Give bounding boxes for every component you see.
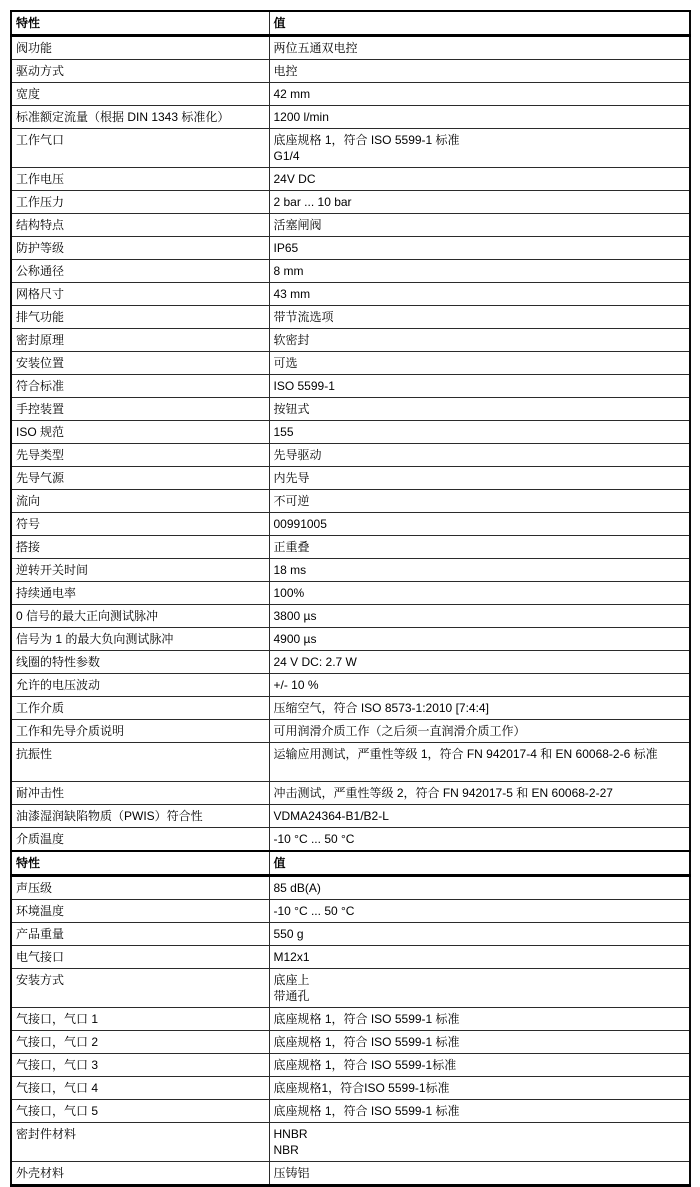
row-label-cell: 线圈的特性参数: [11, 651, 269, 674]
row-value-cell: 8 mm: [269, 260, 690, 283]
table-row: [11, 969, 690, 1008]
row-label-cell: 气接口，气口 4: [11, 1077, 269, 1100]
row-label-cell: 公称通径: [11, 260, 269, 283]
row-label-cell: 宽度: [11, 83, 269, 106]
row-value-cell: 压铸铝: [269, 1162, 690, 1186]
table-row: [11, 467, 690, 490]
column-header-value: 值: [269, 11, 690, 36]
row-label-cell: 持续通电率: [11, 582, 269, 605]
row-label-cell: 搭接: [11, 536, 269, 559]
row-label-cell: 安装方式: [11, 969, 269, 1008]
row-label-cell: 密封件材料: [11, 1123, 269, 1162]
row-label-cell: 耐冲击性: [11, 782, 269, 805]
table-row: [11, 214, 690, 237]
row-label-cell: 电气接口: [11, 946, 269, 969]
row-value-cell: IP65: [269, 237, 690, 260]
row-value-cell: -10 °C ... 50 °C: [269, 828, 690, 852]
table-row: [11, 923, 690, 946]
table-row: [11, 168, 690, 191]
table-row: [11, 83, 690, 106]
table-row: [11, 674, 690, 697]
table-row: [11, 720, 690, 743]
row-label-cell: 先导气源: [11, 467, 269, 490]
row-value-cell: 电控: [269, 60, 690, 83]
row-label-cell: 气接口，气口 3: [11, 1054, 269, 1077]
table-row: [11, 352, 690, 375]
table-row: [11, 129, 690, 168]
table-row: [11, 828, 690, 852]
table-row: [11, 283, 690, 306]
row-label-cell: 介质温度: [11, 828, 269, 852]
row-label-cell: 标准额定流量（根据 DIN 1343 标准化）: [11, 106, 269, 129]
row-label-cell: 密封原理: [11, 329, 269, 352]
table-row: [11, 60, 690, 83]
row-label-cell: 气接口，气口 2: [11, 1031, 269, 1054]
row-value-cell: 底座规格1，符合ISO 5599-1标准: [269, 1077, 690, 1100]
row-value-cell: 可选: [269, 352, 690, 375]
row-value-cell: ISO 5599-1: [269, 375, 690, 398]
row-label-cell: 环境温度: [11, 900, 269, 923]
row-value-cell: 43 mm: [269, 283, 690, 306]
row-label-cell: 网格尺寸: [11, 283, 269, 306]
row-value-cell: 两位五通双电控: [269, 36, 690, 60]
row-label-cell: 工作气口: [11, 129, 269, 168]
row-value-cell: 550 g: [269, 923, 690, 946]
table-row: [11, 237, 690, 260]
row-value-cell: HNBR NBR: [269, 1123, 690, 1162]
table-row: [11, 36, 690, 60]
row-value-cell: 底座规格 1，符合 ISO 5599-1标准: [269, 1054, 690, 1077]
table-row: [11, 444, 690, 467]
row-label-cell: 排气功能: [11, 306, 269, 329]
section-1-header-row: [11, 11, 690, 36]
table-row: [11, 900, 690, 923]
table-row: [11, 1054, 690, 1077]
column-header-characteristic: 特性: [11, 11, 269, 36]
row-label-cell: 声压级: [11, 876, 269, 900]
row-value-cell: 先导驱动: [269, 444, 690, 467]
table-row: [11, 306, 690, 329]
row-value-cell: 带节流选项: [269, 306, 690, 329]
table-row: [11, 1123, 690, 1162]
row-label-cell: 工作电压: [11, 168, 269, 191]
row-value-cell: 1200 l/min: [269, 106, 690, 129]
row-label-cell: 0 信号的最大正向测试脉冲: [11, 605, 269, 628]
row-value-cell: 2 bar ... 10 bar: [269, 191, 690, 214]
table-row: [11, 743, 690, 782]
row-value-cell: 正重叠: [269, 536, 690, 559]
row-label-cell: 符号: [11, 513, 269, 536]
row-value-cell: 4900 µs: [269, 628, 690, 651]
row-value-cell: 压缩空气，符合 ISO 8573-1:2010 [7:4:4]: [269, 697, 690, 720]
table-row: [11, 1031, 690, 1054]
row-label-cell: 逆转开关时间: [11, 559, 269, 582]
spec-table-body: [11, 11, 690, 1186]
row-label-cell: ISO 规范: [11, 421, 269, 444]
spec-table: [10, 10, 691, 1187]
row-value-cell: 运输应用测试，严重性等级 1，符合 FN 942017-4 和 EN 60068-2-6 标准: [269, 743, 690, 782]
table-row: [11, 421, 690, 444]
row-value-cell: VDMA24364-B1/B2-L: [269, 805, 690, 828]
row-label-cell: 驱动方式: [11, 60, 269, 83]
row-value-cell: 24V DC: [269, 168, 690, 191]
table-row: [11, 106, 690, 129]
row-label-cell: 结构特点: [11, 214, 269, 237]
row-value-cell: -10 °C ... 50 °C: [269, 900, 690, 923]
row-label-cell: 信号为 1 的最大负向测试脉冲: [11, 628, 269, 651]
row-label-cell: 工作和先导介质说明: [11, 720, 269, 743]
row-value-cell: 底座规格 1，符合 ISO 5599-1 标准: [269, 1031, 690, 1054]
row-value-cell: 底座规格 1，符合 ISO 5599-1 标准: [269, 1008, 690, 1031]
table-row: [11, 1008, 690, 1031]
row-label-cell: 外壳材料: [11, 1162, 269, 1186]
row-value-cell: +/- 10 %: [269, 674, 690, 697]
row-value-cell: 18 ms: [269, 559, 690, 582]
row-value-cell: 按钮式: [269, 398, 690, 421]
row-value-cell: 可用润滑介质工作（之后须一直润滑介质工作）: [269, 720, 690, 743]
section-2-header-row: [11, 851, 690, 876]
row-value-cell: 155: [269, 421, 690, 444]
row-label-cell: 手控装置: [11, 398, 269, 421]
column-header-characteristic: 特性: [11, 851, 269, 876]
row-label-cell: 气接口，气口 1: [11, 1008, 269, 1031]
row-value-cell: 冲击测试，严重性等级 2，符合 FN 942017-5 和 EN 60068-2-27: [269, 782, 690, 805]
row-value-cell: 24 V DC: 2.7 W: [269, 651, 690, 674]
row-value-cell: 85 dB(A): [269, 876, 690, 900]
table-row: [11, 536, 690, 559]
row-value-cell: 底座规格 1，符合 ISO 5599-1 标准: [269, 1100, 690, 1123]
row-value-cell: 活塞闸阀: [269, 214, 690, 237]
table-row: [11, 398, 690, 421]
row-value-cell: M12x1: [269, 946, 690, 969]
row-value-cell: 100%: [269, 582, 690, 605]
table-row: [11, 876, 690, 900]
row-value-cell: 00991005: [269, 513, 690, 536]
table-row: [11, 628, 690, 651]
row-value-cell: 3800 µs: [269, 605, 690, 628]
row-value-cell: 底座上 带通孔: [269, 969, 690, 1008]
table-row: [11, 651, 690, 674]
table-row: [11, 1077, 690, 1100]
table-row: [11, 329, 690, 352]
row-value-cell: 软密封: [269, 329, 690, 352]
row-value-cell: 不可逆: [269, 490, 690, 513]
row-label-cell: 工作介质: [11, 697, 269, 720]
table-row: [11, 559, 690, 582]
row-label-cell: 抗振性: [11, 743, 269, 782]
table-row: [11, 782, 690, 805]
row-label-cell: 产品重量: [11, 923, 269, 946]
column-header-value: 值: [269, 851, 690, 876]
row-label-cell: 气接口，气口 5: [11, 1100, 269, 1123]
row-label-cell: 符合标准: [11, 375, 269, 398]
row-label-cell: 允许的电压波动: [11, 674, 269, 697]
table-row: [11, 513, 690, 536]
table-row: [11, 375, 690, 398]
table-row: [11, 805, 690, 828]
row-value-cell: 底座规格 1，符合 ISO 5599-1 标准 G1/4: [269, 129, 690, 168]
row-label-cell: 防护等级: [11, 237, 269, 260]
table-row: [11, 1100, 690, 1123]
row-label-cell: 流向: [11, 490, 269, 513]
table-row: [11, 582, 690, 605]
row-label-cell: 阀功能: [11, 36, 269, 60]
row-value-cell: 42 mm: [269, 83, 690, 106]
row-value-cell: 内先导: [269, 467, 690, 490]
table-row: [11, 260, 690, 283]
row-label-cell: 先导类型: [11, 444, 269, 467]
table-row: [11, 490, 690, 513]
row-label-cell: 安装位置: [11, 352, 269, 375]
table-row: [11, 191, 690, 214]
table-row: [11, 605, 690, 628]
table-row: [11, 946, 690, 969]
table-row: [11, 697, 690, 720]
table-row: [11, 1162, 690, 1186]
row-label-cell: 工作压力: [11, 191, 269, 214]
row-label-cell: 油漆湿润缺陷物质（PWIS）符合性: [11, 805, 269, 828]
